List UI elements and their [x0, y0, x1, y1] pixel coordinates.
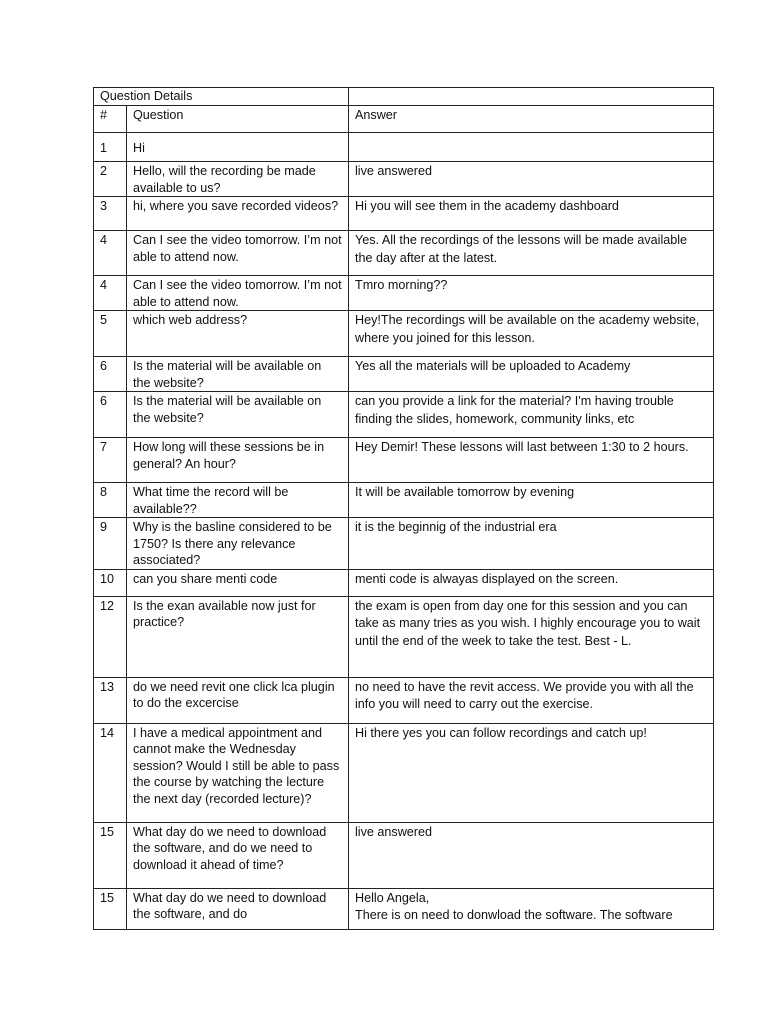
table-row: [94, 357, 714, 392]
header-answer: Answer: [349, 106, 714, 133]
row-num: 6: [94, 357, 127, 392]
row-answer: it is the beginnig of the industrial era: [349, 518, 714, 570]
row-num: 1: [94, 133, 127, 162]
row-num: 5: [94, 311, 127, 357]
row-answer: Hey Demir! These lessons will last between 1:30 to 2 hours.: [349, 438, 714, 483]
row-question: I have a medical appointment and cannot make the Wednesday session? Would I still be able to pass the course by watching the lecture the next day (recorded lecture)?: [127, 723, 349, 822]
row-question: which web address?: [127, 311, 349, 357]
table-title-row: [94, 88, 714, 106]
table-row: [94, 569, 714, 596]
row-question: Is the exan available now just for practice?: [127, 596, 349, 677]
row-num: 9: [94, 518, 127, 570]
row-num: 2: [94, 162, 127, 197]
row-question: What time the record will be available??: [127, 483, 349, 518]
row-num: 4: [94, 276, 127, 311]
row-num: 13: [94, 677, 127, 723]
row-question: How long will these sessions be in general? An hour?: [127, 438, 349, 483]
row-question: do we need revit one click lca plugin to do the excercise: [127, 677, 349, 723]
row-num: 14: [94, 723, 127, 822]
table-row: [94, 438, 714, 483]
header-question: Question: [127, 106, 349, 133]
row-answer: can you provide a link for the material? I'm having trouble finding the slides, homework, community links, etc: [349, 392, 714, 438]
row-answer: Yes. All the recordings of the lessons will be made available the day after at the latest.: [349, 231, 714, 276]
row-num: 8: [94, 483, 127, 518]
table-row: [94, 311, 714, 357]
table-row: [94, 276, 714, 311]
table-row: [94, 231, 714, 276]
row-question: Can I see the video tomorrow. I’m not able to attend now.: [127, 231, 349, 276]
row-question: hi, where you save recorded videos?: [127, 197, 349, 231]
table-row: [94, 162, 714, 197]
table-title-empty-cell: [349, 88, 714, 106]
table-title: Question Details: [94, 88, 349, 106]
table-header-row: [94, 106, 714, 133]
row-answer: live answered: [349, 162, 714, 197]
header-num: #: [94, 106, 127, 133]
question-details-table: [93, 87, 714, 930]
table-row: [94, 392, 714, 438]
row-answer: Hello Angela, There is on need to donwload the software. The software: [349, 888, 714, 929]
table-row: [94, 596, 714, 677]
row-question: Is the material will be available on the website?: [127, 357, 349, 392]
row-answer: live answered: [349, 822, 714, 888]
row-answer: Hi there yes you can follow recordings and catch up!: [349, 723, 714, 822]
table-row: [94, 133, 714, 162]
table-row: [94, 677, 714, 723]
row-num: 10: [94, 569, 127, 596]
table-row: [94, 822, 714, 888]
row-question: Can I see the video tomorrow. I’m not able to attend now.: [127, 276, 349, 311]
row-answer: Hi you will see them in the academy dashboard: [349, 197, 714, 231]
row-question: Why is the basline considered to be 1750? Is there any relevance associated?: [127, 518, 349, 570]
row-question: What day do we need to download the software, and do: [127, 888, 349, 929]
row-num: 4: [94, 231, 127, 276]
row-answer: no need to have the revit access. We provide you with all the info you will need to carry out the exercise.: [349, 677, 714, 723]
row-answer: Hey!The recordings will be available on the academy website, where you joined for this lesson.: [349, 311, 714, 357]
row-answer: menti code is alwayas displayed on the screen.: [349, 569, 714, 596]
row-num: 15: [94, 822, 127, 888]
table-row: [94, 197, 714, 231]
table-row: [94, 888, 714, 929]
row-question: Is the material will be available on the website?: [127, 392, 349, 438]
row-num: 6: [94, 392, 127, 438]
row-answer: It will be available tomorrow by evening: [349, 483, 714, 518]
row-question: Hello, will the recording be made available to us?: [127, 162, 349, 197]
table-row: [94, 483, 714, 518]
row-answer: Tmro morning??: [349, 276, 714, 311]
table-row: [94, 723, 714, 822]
row-num: 7: [94, 438, 127, 483]
row-answer: the exam is open from day one for this session and you can take as many tries as you wish. I highly encourage you to wait until the end of the week to take the test. Best - L.: [349, 596, 714, 677]
row-answer: [349, 133, 714, 162]
row-question: can you share menti code: [127, 569, 349, 596]
row-answer: Yes all the materials will be uploaded to Academy: [349, 357, 714, 392]
table-row: [94, 518, 714, 570]
row-num: 3: [94, 197, 127, 231]
row-num: 15: [94, 888, 127, 929]
row-question: What day do we need to download the software, and do we need to download it ahead of time?: [127, 822, 349, 888]
row-num: 12: [94, 596, 127, 677]
row-question: Hi: [127, 133, 349, 162]
